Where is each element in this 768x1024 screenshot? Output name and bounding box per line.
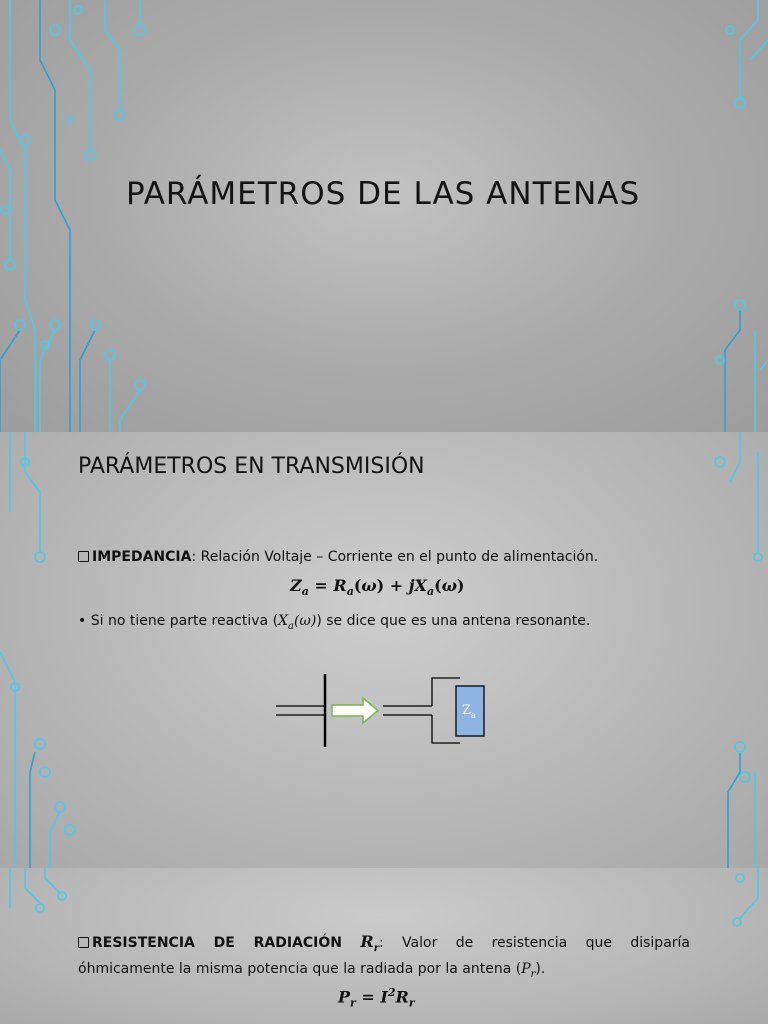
slide-radiation-resistance	[0, 868, 768, 1024]
slide-title-text: PARÁMETROS DE LAS ANTENAS	[126, 176, 641, 212]
slide-transmission	[0, 432, 768, 868]
radiation-resistance-line2: óhmicamente la misma potencia que la radiada por la antena $(P_r)$.	[78, 961, 546, 980]
resonant-antenna-bullet: • Si no tiene parte reactiva $(X_a(\omega))$ se dice que es una antena resonante.	[78, 613, 591, 632]
radiation-power-formula: $P_r = I^2R_r$	[338, 986, 415, 1010]
radiation-resistance-label: RESISTENCIA DE RADIACIÓN	[92, 935, 343, 951]
impedance-formula-rhs: = $R_a(\omega) + jX_a(\omega)$	[314, 576, 465, 599]
impedance-definition	[78, 549, 598, 565]
circuit-decoration	[0, 0, 768, 432]
checkbox-bullet-icon	[78, 937, 89, 948]
section-heading: PARÁMETROS EN TRANSMISIÓN	[78, 454, 425, 479]
checkbox-bullet-icon	[78, 551, 89, 562]
load-label: Z	[462, 703, 472, 718]
load-label-sub: a	[471, 711, 476, 720]
arrow-right-icon	[332, 698, 378, 723]
radiation-resistance-definition: RESISTENCIA DE RADIACIÓN $R_r$: Valor de resistencia que disiparía	[78, 932, 690, 954]
impedance-formula: $Z_a = R_a(\omega) + jX_a(\omega)$	[290, 576, 465, 599]
impedance-text: : Relación Voltaje – Corriente en el punto de alimentación.	[191, 549, 599, 565]
circuit-decoration	[0, 432, 768, 868]
impedance-label: IMPEDANCIA	[92, 549, 192, 565]
bullet-dot-icon: •	[78, 613, 87, 629]
antenna-load-diagram	[270, 672, 500, 752]
slide-title	[0, 0, 768, 432]
